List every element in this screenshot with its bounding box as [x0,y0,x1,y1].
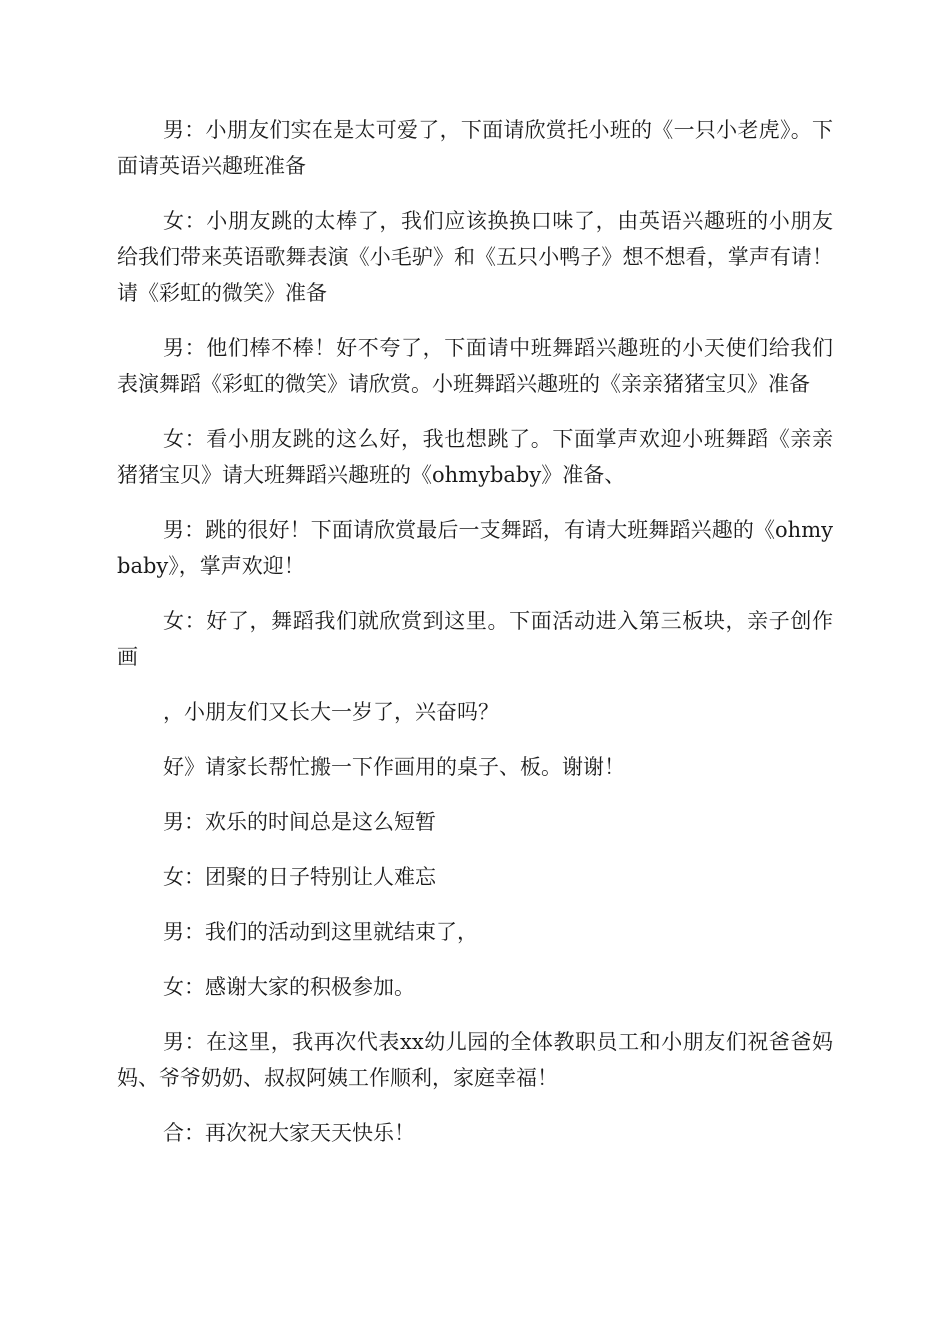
paragraph-3: 男：他们棒不棒！好不夸了，下面请中班舞蹈兴趣班的小天使们给我们表演舞蹈《彩虹的微笑》请欣赏。小班舞蹈兴趣班的《亲亲猪猪宝贝》准备 [117,336,833,396]
paragraph-2: 女：小朋友跳的太棒了，我们应该换换口味了，由英语兴趣班的小朋友给我们带来英语歌舞表演《小毛驴》和《五只小鸭子》想不想看，掌声有请！请《彩虹的微笑》准备 [117,209,833,305]
paragraph-7: ，小朋友们又长大一岁了，兴奋吗？ [163,700,499,724]
paragraph-9: 男：欢乐的时间总是这么短暂 [163,810,436,834]
paragraph-13: 男：在这里，我再次代表xx幼儿园的全体教职员工和小朋友们祝爸爸妈妈、爷爷奶奶、叔叔阿姨工作顺利，家庭幸福！ [117,1030,833,1090]
paragraph-10: 女：团聚的日子特别让人难忘 [163,865,436,889]
paragraph-4: 女：看小朋友跳的这么好，我也想跳了。下面掌声欢迎小班舞蹈《亲亲猪猪宝贝》请大班舞蹈兴趣班的《ohmybaby》准备、 [117,427,833,487]
paragraph-6: 女：好了，舞蹈我们就欣赏到这里。下面活动进入第三板块，亲子创作画 [117,609,833,669]
paragraph-11: 男：我们的活动到这里就结束了， [163,920,478,944]
document-body [117,112,833,1170]
paragraph-14: 合：再次祝大家天天快乐！ [163,1121,415,1145]
paragraph-1: 男：小朋友们实在是太可爱了，下面请欣赏托小班的《一只小老虎》。下面请英语兴趣班准备 [117,118,833,178]
paragraph-8: 好》请家长帮忙搬一下作画用的桌子、板。谢谢！ [163,755,625,779]
paragraph-5: 男：跳的很好！下面请欣赏最后一支舞蹈，有请大班舞蹈兴趣的《ohmybaby》，掌声欢迎！ [117,518,833,578]
paragraph-12: 女：感谢大家的积极参加。 [163,975,415,999]
